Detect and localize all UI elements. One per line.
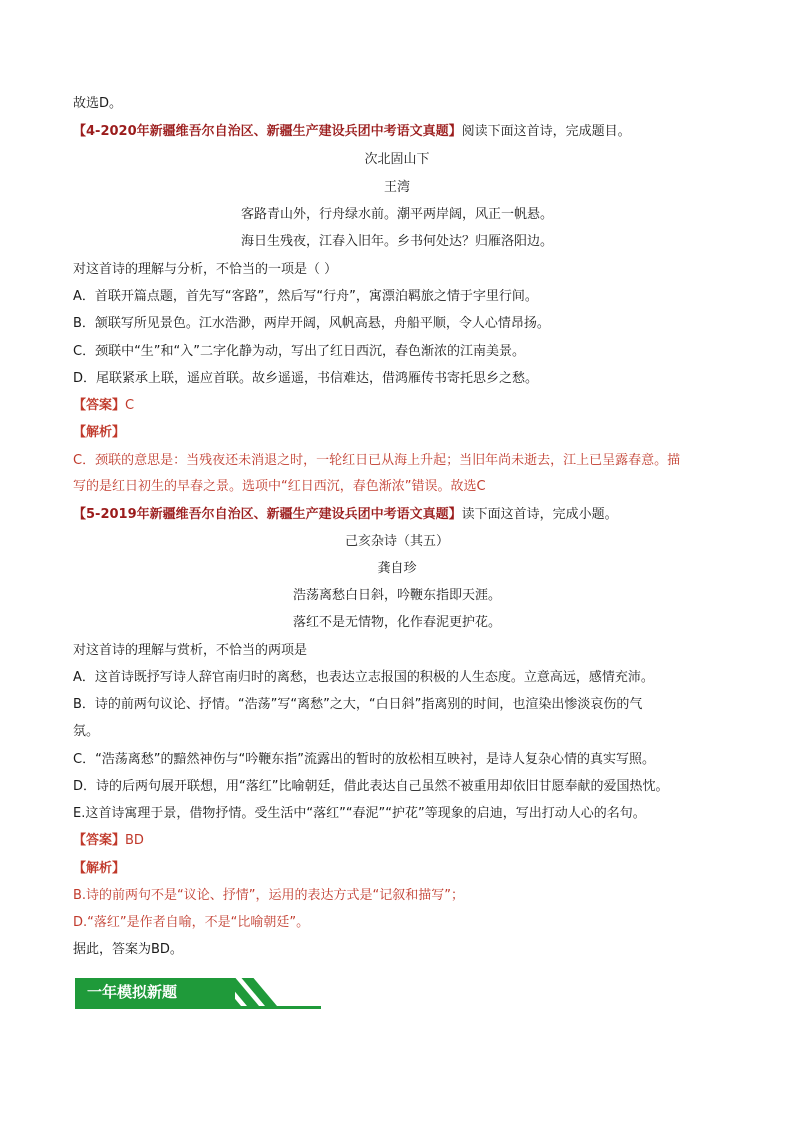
question-4-stem: 对这首诗的理解与分析，不恰当的一项是（ ）: [73, 262, 338, 277]
question-5-analysis-line-1: B.诗的前两句不是“议论、抒情”，运用的表达方式是“记叙和描写”；: [73, 888, 464, 903]
question-4-option-b: B．颔联写所见景色。江水浩渺，两岸开阔，风帆高悬，舟船平顺，令人心情昂扬。: [73, 316, 550, 331]
question-4-option-a: A．首联开篇点题，首先写“客路”，然后写“行舟”，寓漂泊羁旅之情于字里行间。: [73, 289, 538, 304]
question-5-analysis-label: 【解析】: [73, 861, 126, 876]
answer-label: 【答案】: [73, 398, 126, 413]
question-5-option-e: E.这首诗寓理于景，借物抒情。受生活中“落红”“春泥”“护花”等现象的启迪，写出打动人心的名句。: [73, 806, 646, 821]
answer-label: 【答案】: [73, 833, 126, 848]
question-5-heading: [73, 507, 618, 523]
question-5-instruction: 读下面这首诗，完成小题。: [461, 507, 618, 522]
question-5-answer: [73, 833, 144, 849]
answer-value: BD: [125, 833, 144, 848]
prev-answer-conclusion: 故选D。: [73, 96, 123, 111]
question-4-analysis-line-1: C．颈联的意思是：当残夜还未消退之时，一轮红日已从海上升起；当旧年尚未逝去，江上已呈露春意。描: [73, 453, 681, 468]
answer-value: C: [125, 398, 135, 413]
poem-1-title: 次北固山下: [364, 152, 430, 167]
question-5-conclusion: 据此，答案为BD。: [73, 942, 183, 957]
question-5-option-d: D．诗的后两句展开联想，用“落红”比喻朝廷，借此表达自己虽然不被重用却依旧甘愿奉献的爱国热忱。: [73, 779, 669, 794]
poem-1-line-1: 客路青山外，行舟绿水前。潮平两岸阔，风正一帆悬。: [240, 207, 553, 222]
section-banner: [75, 978, 321, 1009]
question-4-option-c: C．颈联中“生”和“入”二字化静为动，写出了红日西沉，春色渐浓的江南美景。: [73, 344, 526, 359]
question-4-instruction: 阅读下面这首诗，完成题目。: [461, 124, 631, 139]
question-5-option-b-line-1: B．诗的前两句议论、抒情。“浩荡”写“离愁”之大，“白日斜”指离别的时间，也渲染出惨淡哀伤的气: [73, 697, 643, 712]
question-4-analysis-line-2: 写的是红日初生的早春之景。选项中“红日西沉，春色渐浓”错误。故选C: [73, 479, 486, 494]
question-5-analysis-line-2: D.“落红”是作者自喻，不是“比喻朝廷”。: [73, 915, 310, 930]
question-4-source: 【4-2020年新疆维吾尔自治区、新疆生产建设兵团中考语文真题】: [73, 124, 462, 139]
question-4-answer: [73, 398, 134, 414]
section-banner-label: 一年模拟新题: [87, 983, 178, 1001]
question-4-analysis-label: 【解析】: [73, 425, 126, 440]
section-banner-underline: [75, 1006, 321, 1009]
poem-2-line-1: 浩荡离愁白日斜，吟鞭东指即天涯。: [292, 588, 501, 603]
question-4-heading: [73, 124, 631, 140]
question-4-option-d: D．尾联紧承上联，遥应首联。故乡遥遥，书信难达，借鸿雁传书寄托思乡之愁。: [73, 371, 539, 386]
poem-2-title: 己亥杂诗（其五）: [344, 534, 449, 549]
question-5-option-c: C．“浩荡离愁”的黯然神伤与“吟鞭东指”流露出的暂时的放松相互映衬，是诗人复杂心情的真实写照。: [73, 752, 656, 767]
question-5-source: 【5-2019年新疆维吾尔自治区、新疆生产建设兵团中考语文真题】: [73, 507, 462, 522]
question-5-stem: 对这首诗的理解与赏析，不恰当的两项是: [73, 643, 308, 658]
poem-1-line-2: 海日生残夜，江春入旧年。乡书何处达？归雁洛阳边。: [240, 234, 553, 249]
question-5-option-b-line-2: 氛。: [73, 724, 100, 739]
poem-2-author: 龚自珍: [377, 561, 417, 576]
poem-1-author: 王湾: [383, 180, 410, 195]
question-5-option-a: A．这首诗既抒写诗人辞官南归时的离愁，也表达立志报国的积极的人生态度。立意高远，感情充沛。: [73, 670, 654, 685]
poem-2-line-2: 落红不是无情物，化作春泥更护花。: [292, 615, 501, 630]
